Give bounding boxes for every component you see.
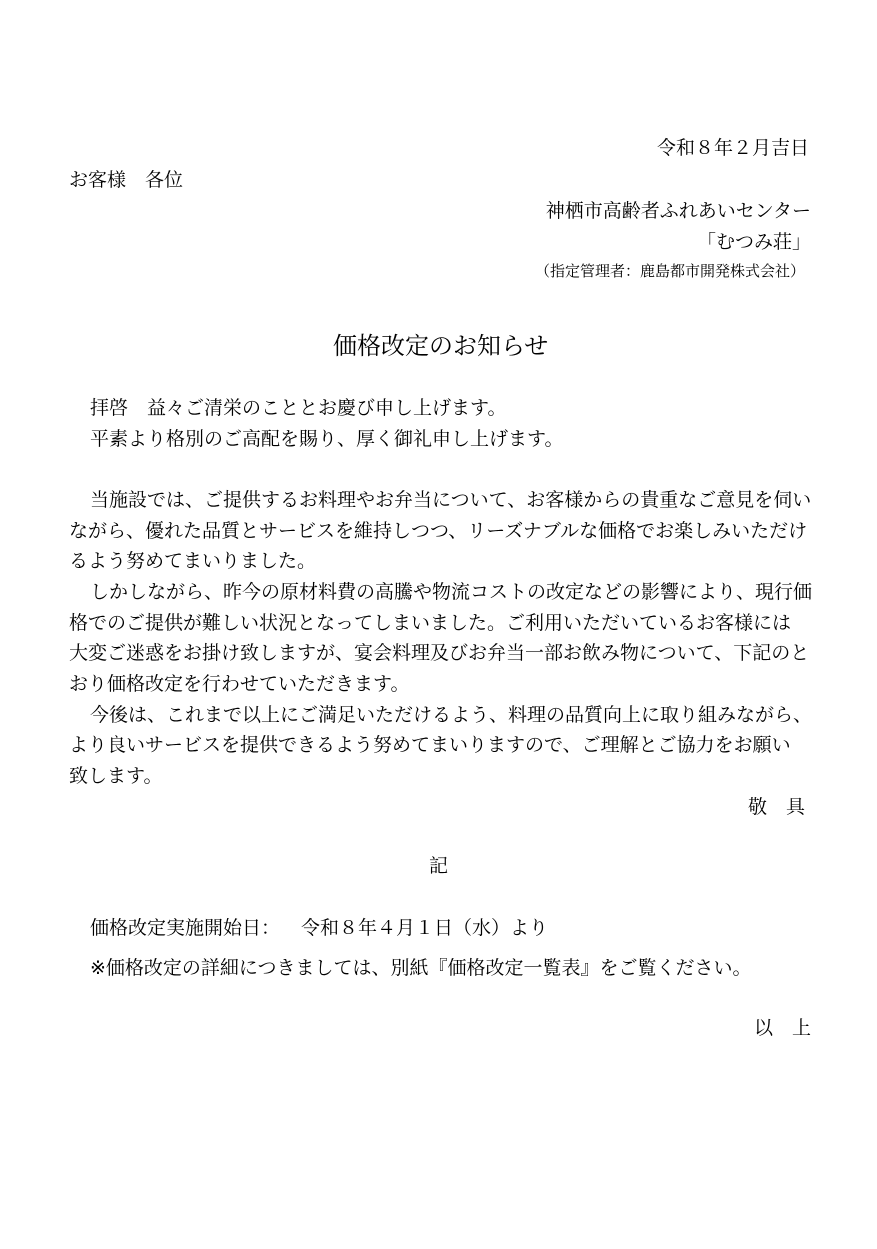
body-line: 当施設では、ご提供するお料理やお弁当について、お客様からの貴重なご意見を伺い bbox=[90, 489, 812, 511]
greeting-line-2: 平素より格別のご高配を賜り、厚く御礼申し上げます。 bbox=[90, 428, 564, 450]
sender-facility-name: 「むつみ荘」 bbox=[696, 231, 811, 253]
body-line: 今後は、これまで以上にご満足いただけるよう、料理の品質向上に取り組みながら、 bbox=[90, 704, 813, 726]
closing-ijou: 以 上 bbox=[753, 1017, 811, 1039]
document-date: 令和８年２月吉日 bbox=[656, 137, 809, 159]
body-line: おり価格改定を行わせていただきます。 bbox=[69, 673, 410, 695]
body-line: るよう努めてまいりました。 bbox=[69, 550, 317, 572]
start-date-value: 令和８年４月１日（水）より bbox=[301, 917, 549, 939]
body-line: 格でのご提供が難しい状況となってしまいました。ご利用いただいているお客様には bbox=[69, 612, 792, 634]
closing-keigu: 敬 具 bbox=[747, 796, 805, 818]
greeting-line-1: 拝啓 益々ご清栄のこととお慶び申し上げます。 bbox=[90, 397, 507, 419]
sender-organization: 神栖市高齢者ふれあいセンター bbox=[545, 200, 811, 222]
sender-manager: （指定管理者：鹿島都市開発株式会社） bbox=[534, 262, 805, 280]
document-title: 価格改定のお知らせ bbox=[333, 332, 549, 360]
body-line: しかしながら、昨今の原材料費の高騰や物流コストの改定などの影響により、現行価 bbox=[90, 581, 813, 603]
body-line: より良いサービスを提供できるよう努めてまいりますので、ご理解とご協力をお願い bbox=[69, 734, 791, 756]
body-line: ながら、優れた品質とサービスを維持しつつ、リーズナブルな価格でお楽しみいただけ bbox=[69, 520, 808, 542]
body-line: 致します。 bbox=[69, 765, 163, 787]
recipient: お客様 各位 bbox=[69, 169, 184, 191]
body-line: 大変ご迷惑をお掛け致しますが、宴会料理及びお弁当一部お飲み物について、下記のと bbox=[69, 642, 810, 664]
ki-heading: 記 bbox=[429, 855, 449, 877]
details-note: ※価格改定の詳細につきましては、別紙『価格改定一覧表』をご覧ください。 bbox=[90, 957, 752, 979]
start-date-label: 価格改定実施開始日： bbox=[90, 917, 281, 939]
